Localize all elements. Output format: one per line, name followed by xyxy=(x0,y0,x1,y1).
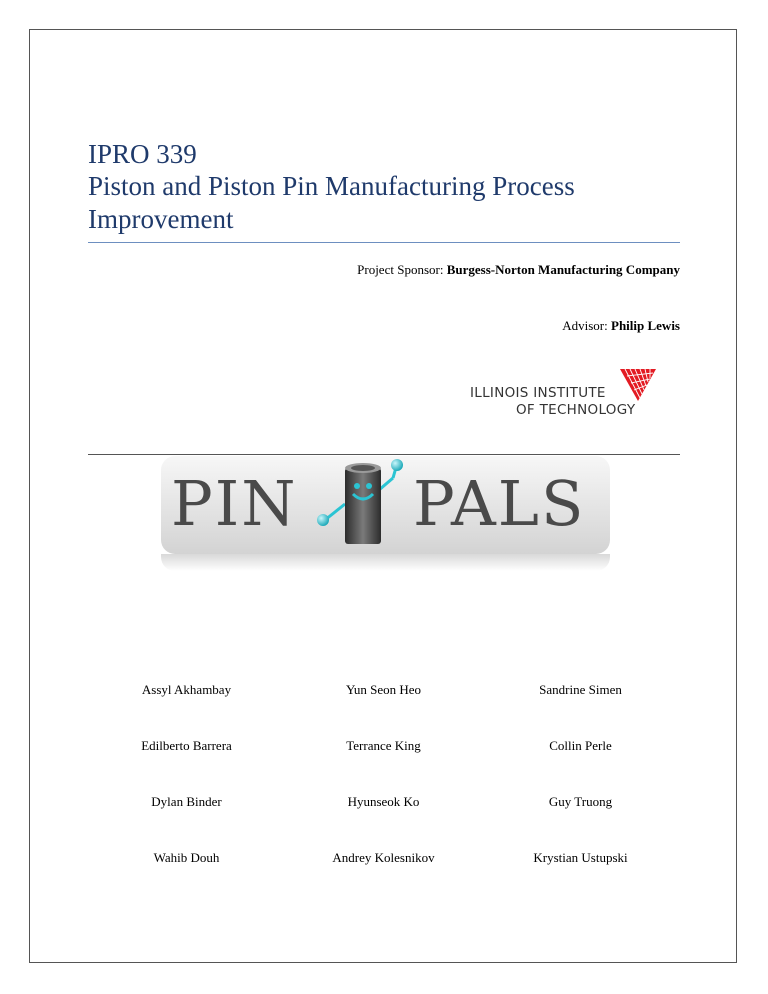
team-row xyxy=(88,850,680,906)
logo-reflection xyxy=(161,554,610,571)
ipro-code: IPRO 339 xyxy=(88,139,197,169)
team-row xyxy=(88,794,680,850)
team-member: Krystian Ustupski xyxy=(533,850,628,865)
team-member: Collin Perle xyxy=(549,738,612,753)
project-sponsor xyxy=(357,262,680,278)
sponsor-label: Project Sponsor: xyxy=(357,262,444,277)
team-row xyxy=(88,682,680,738)
team-members xyxy=(88,682,680,906)
logo-word-right: PALS xyxy=(413,467,586,540)
team-member: Hyunseok Ko xyxy=(347,794,420,809)
piston-pin-mascot-icon xyxy=(309,458,419,550)
iit-logo-line1: ILLINOIS INSTITUTE xyxy=(470,385,606,401)
team-member: Sandrine Simen xyxy=(539,682,622,697)
team-member: Terrance King xyxy=(346,738,421,753)
advisor xyxy=(562,318,680,334)
team-member: Yun Seon Heo xyxy=(345,682,422,697)
pin-pals-logo xyxy=(161,456,610,571)
iit-logo-line2: OF TECHNOLOGY xyxy=(516,402,636,418)
advisor-name: Philip Lewis xyxy=(611,318,680,333)
team-member: Wahib Douh xyxy=(153,850,220,865)
iit-triangle-icon xyxy=(619,368,657,402)
document-title: Piston and Piston Pin Manufacturing Process Improvement xyxy=(88,171,575,234)
team-member: Dylan Binder xyxy=(151,794,222,809)
iit-logo xyxy=(468,368,680,422)
team-member: Andrey Kolesnikov xyxy=(332,850,435,865)
title-divider xyxy=(88,242,680,243)
team-member: Edilberto Barrera xyxy=(141,738,232,753)
sponsor-name: Burgess-Norton Manufacturing Company xyxy=(446,262,680,277)
section-divider xyxy=(88,454,680,455)
team-member: Assyl Akhambay xyxy=(141,682,232,697)
advisor-label: Advisor: xyxy=(562,318,608,333)
logo-word-left: PIN xyxy=(171,467,298,540)
team-member: Guy Truong xyxy=(548,794,613,809)
team-row xyxy=(88,738,680,794)
